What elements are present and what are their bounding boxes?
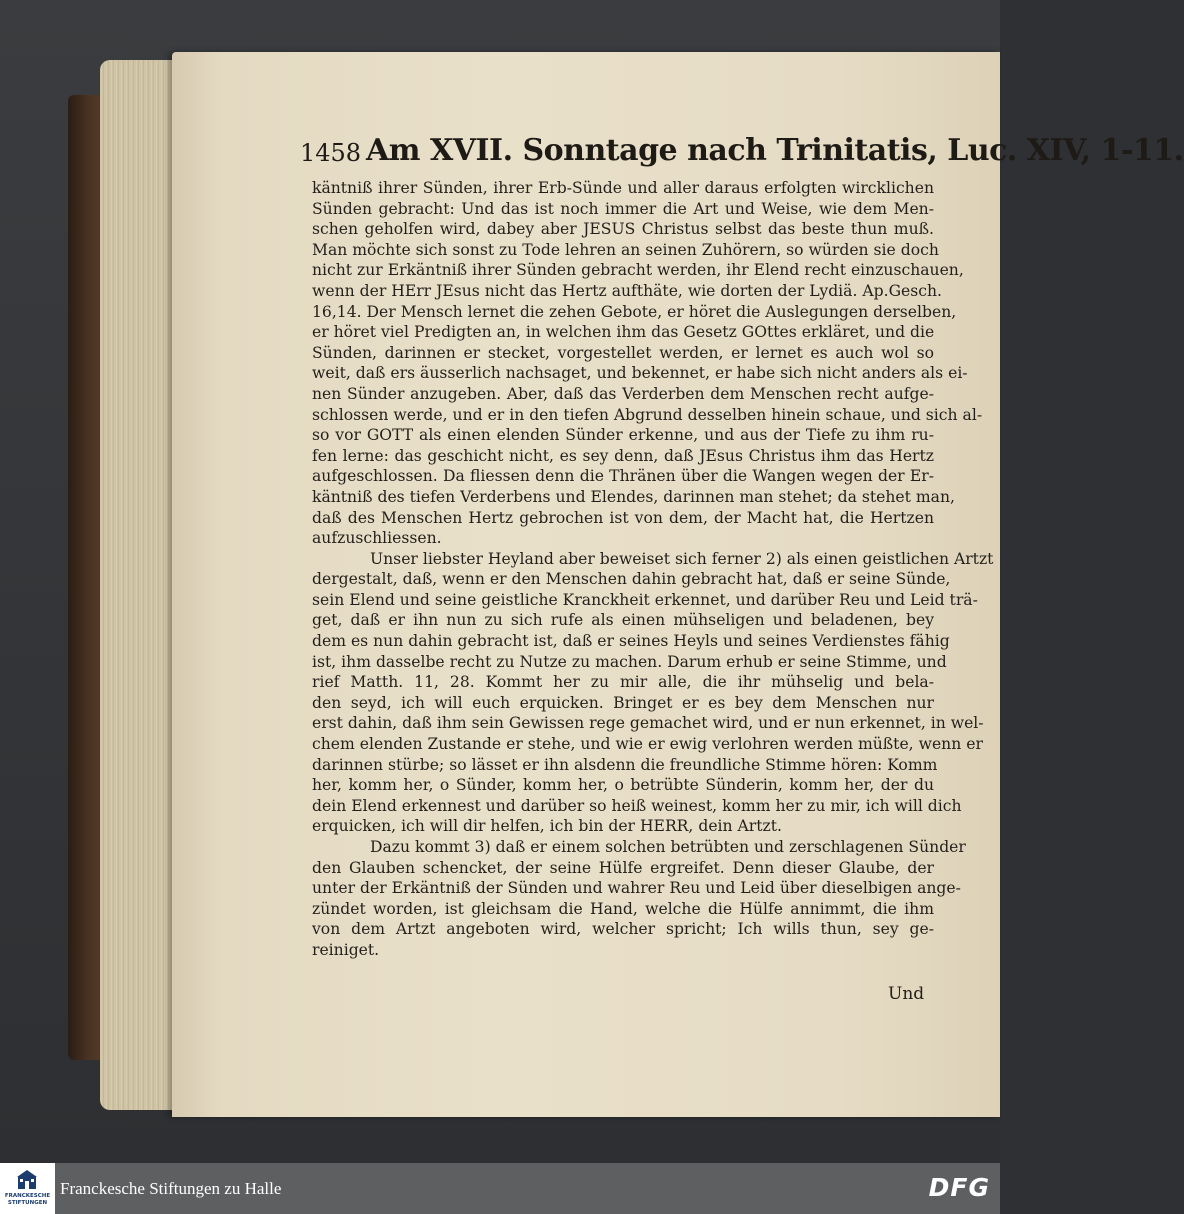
text-line: den seyd, ich will euch erquicken. Bringet er es bey dem Menschen nur bbox=[312, 693, 934, 712]
text-line: schlossen werde, und er in den tiefen Abgrund desselben hinein schaue, und sich al- bbox=[312, 405, 983, 424]
text-line: darinnen stürbe; so lässet er ihn alsdenn die freundliche Stimme hören: Komm bbox=[312, 755, 938, 774]
institution-name[interactable]: Franckesche Stiftungen zu Halle bbox=[60, 1179, 282, 1198]
text-line: dein Elend erkennest und darüber so heiß weinest, komm her zu mir, ich will dich bbox=[312, 796, 962, 815]
institution-logo[interactable] bbox=[0, 1163, 55, 1214]
body-text bbox=[312, 178, 994, 961]
text-line: weit, daß ers äusserlich nachsaget, und bekennet, er habe sich nicht anders als ei- bbox=[312, 364, 968, 383]
text-line: erst dahin, daß ihm sein Gewissen rege gemachet wird, und er nun erkennet, in wel- bbox=[312, 714, 984, 733]
text-line: schen geholfen wird, dabey aber JESUS Christus selbst das beste thun muß. bbox=[312, 220, 934, 239]
text-line: Unser liebster Heyland aber beweiset sich ferner 2) als einen geistlichen Artzt bbox=[370, 549, 994, 568]
text-line: erquicken, ich will dir helfen, ich bin der HERR, dein Artzt. bbox=[312, 817, 782, 836]
text-line: chem elenden Zustande er stehe, und wie er ewig verlohren werden müßte, wenn er bbox=[312, 735, 983, 754]
text-line: aufgeschlossen. Da fliessen denn die Thränen über die Wangen wegen der Er- bbox=[312, 467, 934, 486]
catchword: Und bbox=[888, 984, 925, 1004]
text-line: käntniß ihrer Sünden, ihrer Erb-Sünde und aller daraus erfolgten wircklichen bbox=[312, 179, 934, 197]
logo-text: FRANCKESCHE STIFTUNGEN bbox=[4, 1193, 51, 1206]
text-line: wenn der HErr JEsus nicht das Hertz aufthäte, wie dorten der Lydiä. Ap.Gesch. bbox=[312, 281, 942, 300]
text-line: get, daß er ihn nun zu sich rufe als einen mühseligen und beladenen, bey bbox=[312, 611, 934, 630]
text-line: Man möchte sich sonst zu Tode lehren an seinen Zuhörern, so würden sie doch bbox=[312, 240, 939, 259]
text-line: 16,14. Der Mensch lernet die zehen Gebote, er höret die Auslegungen derselben, bbox=[312, 302, 957, 321]
orphanage-building-icon bbox=[16, 1168, 38, 1190]
footer-bar bbox=[0, 1163, 1000, 1214]
text-line: zündet worden, ist gleichsam die Hand, welche die Hülfe annimmt, die ihm bbox=[312, 899, 934, 918]
text-line: käntniß des tiefen Verderbens und Elendes, darinnen man stehet; da stehet man, bbox=[312, 487, 955, 506]
text-line: aufzuschliessen. bbox=[312, 529, 442, 548]
running-title: Am XVII. Sonntage nach Trinitatis, Luc. XIV, 1-11. bbox=[366, 133, 1184, 168]
page-header bbox=[300, 131, 1184, 171]
text-line: Dazu kommt 3) daß er einem solchen betrübten und zerschlagenen Sünder bbox=[370, 838, 966, 856]
text-line: den Glauben schencket, der seine Hülfe ergreifet. Denn dieser Glaube, der bbox=[312, 858, 934, 877]
text-line: sein Elend und seine geistliche Kranckheit erkennet, und darüber Reu und Leid trä- bbox=[312, 590, 978, 609]
text-line: Sünden gebracht: Und das ist noch immer die Art und Weise, wie dem Men- bbox=[312, 199, 934, 218]
text-line: er höret viel Predigten an, in welchen ihm das Gesetz GOttes erkläret, und die bbox=[312, 323, 935, 342]
text-line: daß des Menschen Hertz gebrochen ist von dem, der Macht hat, die Hertzen bbox=[312, 508, 934, 527]
dfg-logo[interactable]: DFG bbox=[928, 1173, 990, 1202]
text-line: dem es nun dahin gebracht ist, daß er seines Heyls und seines Verdienstes fähig bbox=[312, 632, 950, 651]
text-line: so vor GOTT als einen elenden Sünder erkenne, und aus der Tiefe zu ihm ru- bbox=[312, 426, 934, 445]
text-line: reiniget. bbox=[312, 940, 380, 959]
text-line: her, komm her, o Sünder, komm her, o betrübte Sünderin, komm her, der du bbox=[312, 776, 934, 795]
text-line: ist, ihm dasselbe recht zu Nutze zu machen. Darum erhub er seine Stimme, und bbox=[312, 652, 947, 671]
text-line: dergestalt, daß, wenn er den Menschen dahin gebracht hat, daß er seine Sünde, bbox=[312, 570, 951, 589]
text-line: unter der Erkäntniß der Sünden und wahrer Reu und Leid über dieselbigen ange- bbox=[312, 879, 961, 898]
page-number: 1458 bbox=[300, 139, 362, 167]
text-line: nen Sünder anzugeben. Aber, daß das Verderben dem Menschen recht aufge- bbox=[312, 384, 934, 403]
text-line: Sünden, darinnen er stecket, vorgestellet werden, er lernet es auch wol so bbox=[312, 343, 934, 362]
text-line: von dem Artzt angeboten wird, welcher spricht; Ich wills thun, sey ge- bbox=[312, 920, 934, 939]
text-line: fen lerne: das geschicht nicht, es sey denn, daß JEsus Christus ihm das Hertz bbox=[312, 446, 934, 465]
text-line: nicht zur Erkäntniß ihrer Sünden gebracht werden, ihr Elend recht einzuschauen, bbox=[312, 261, 964, 280]
text-line: rief Matth. 11, 28. Kommt her zu mir alle, die ihr mühselig und bela- bbox=[312, 673, 934, 692]
